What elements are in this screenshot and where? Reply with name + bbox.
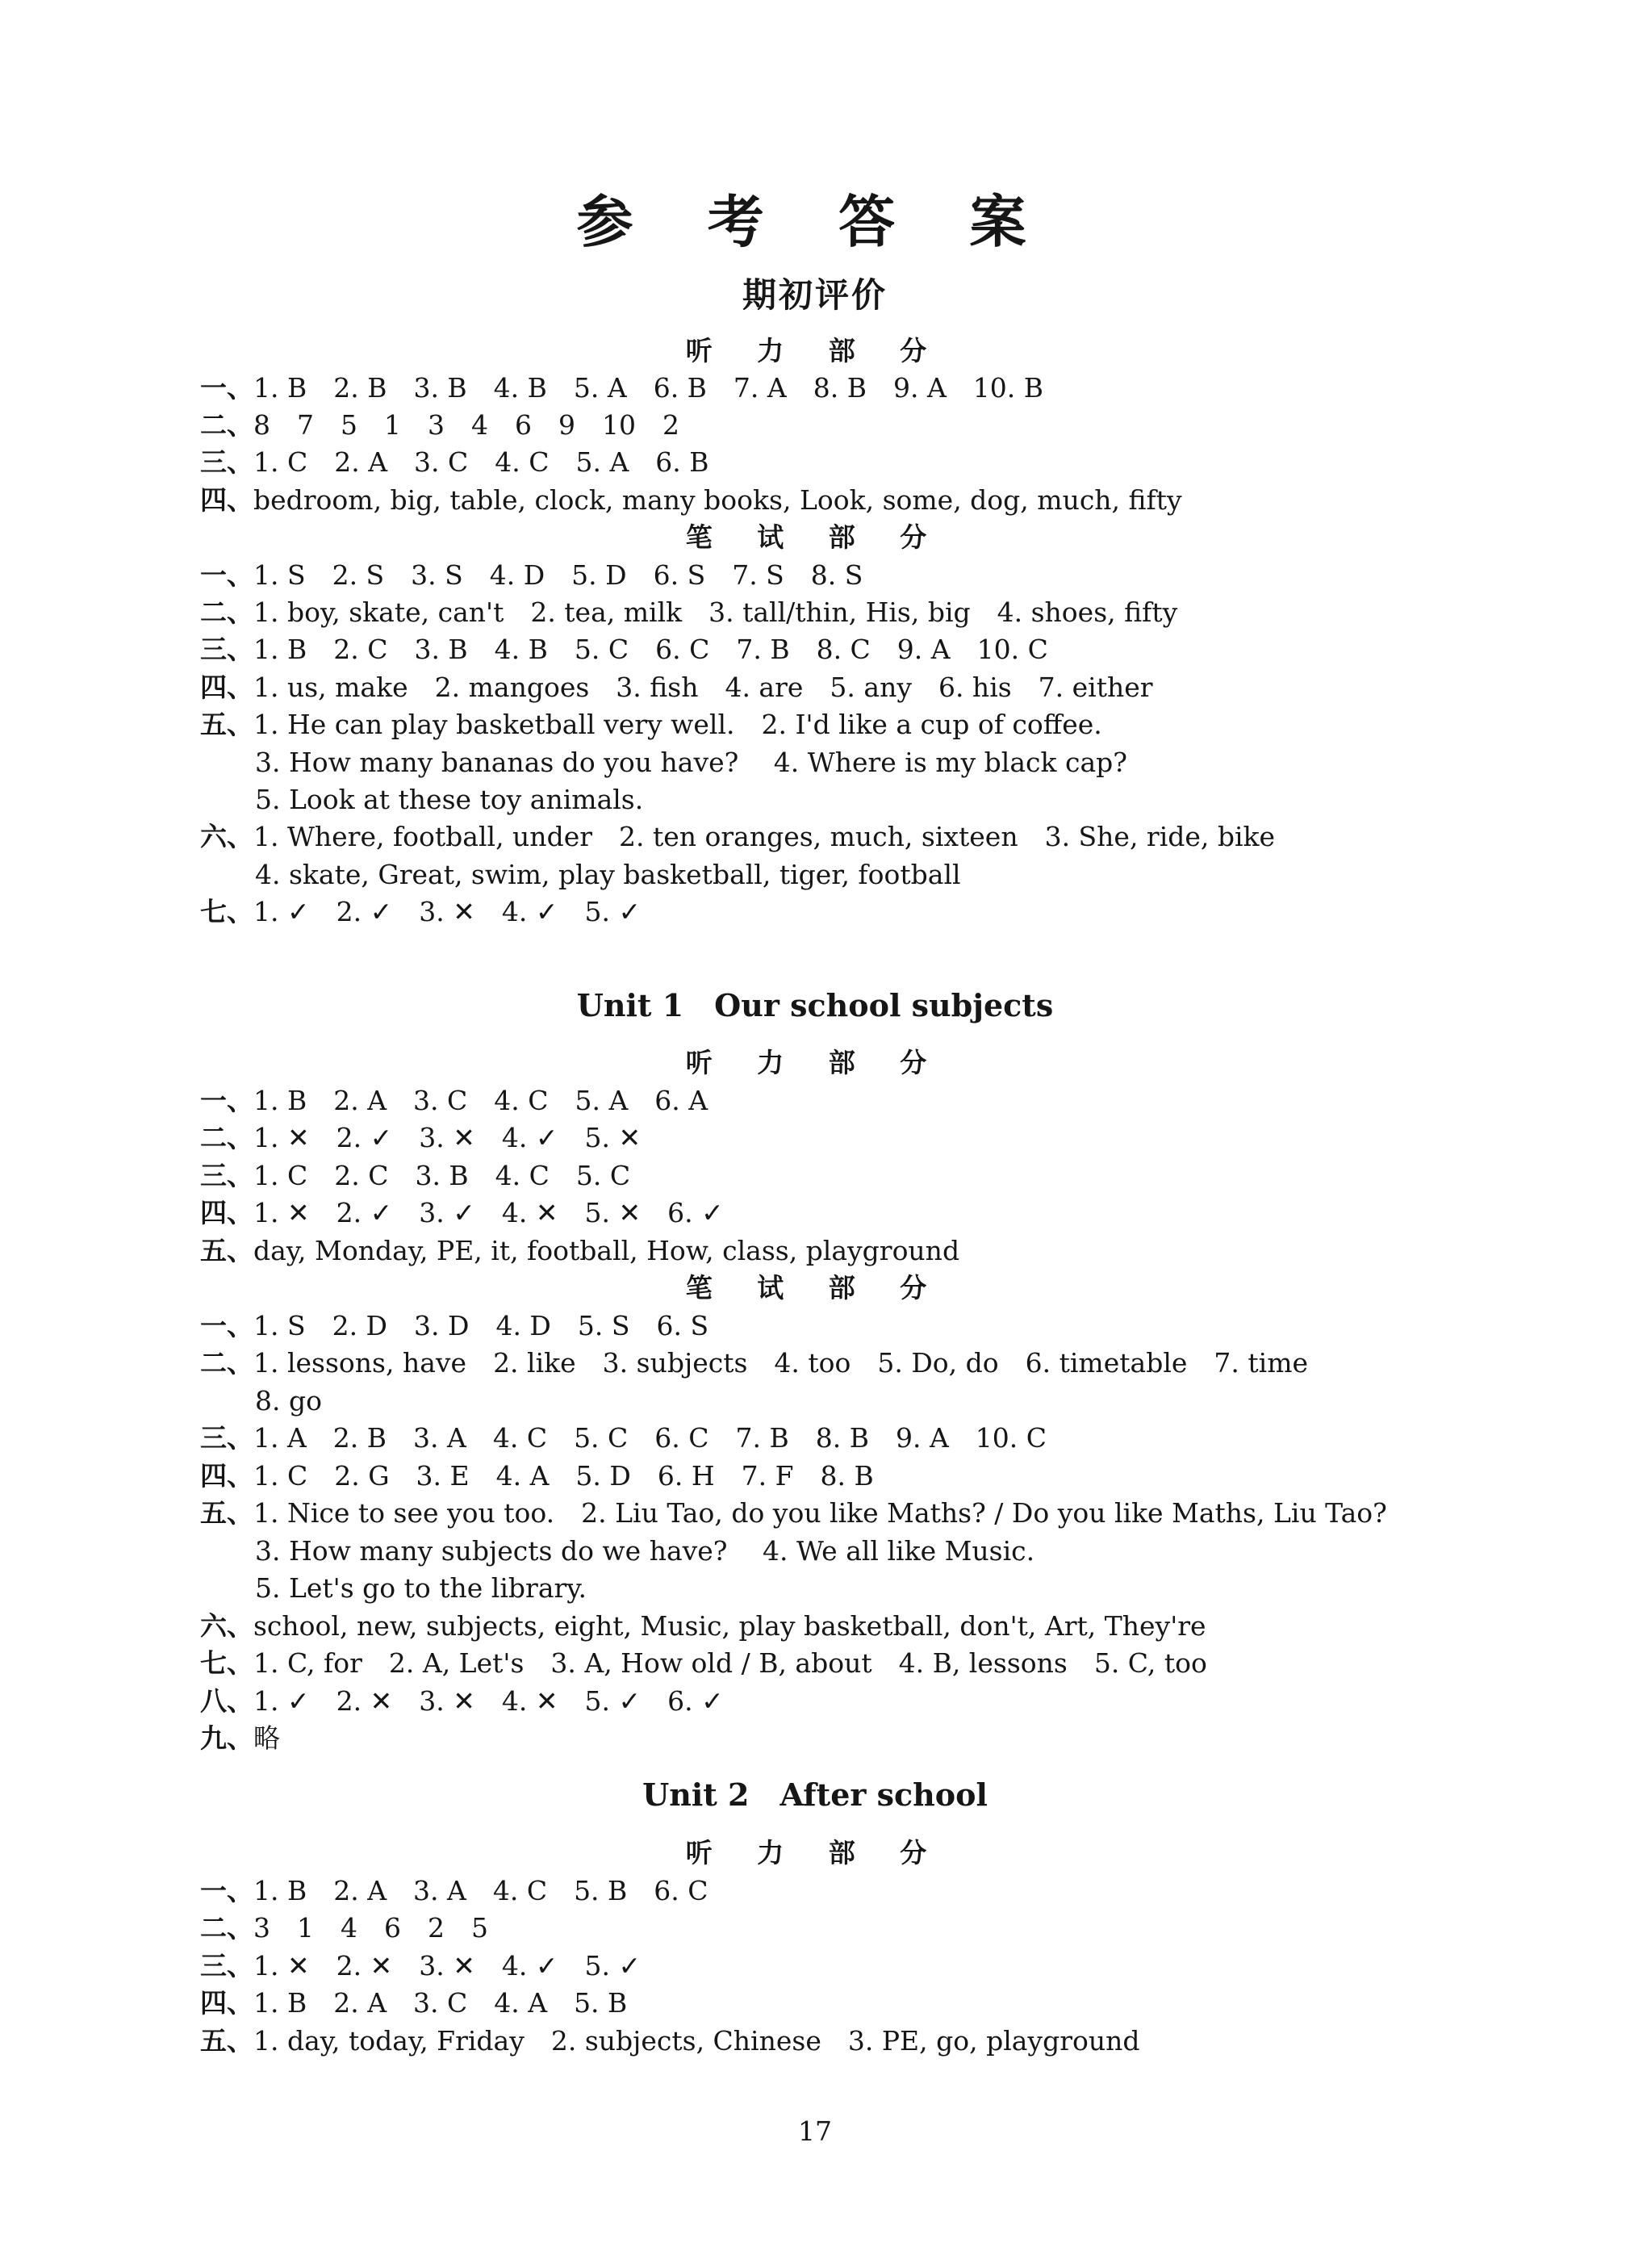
question-number: 一、 [200, 1875, 253, 1906]
answer-line [200, 818, 1493, 856]
question-number: 一、 [200, 372, 253, 404]
answer-line [200, 370, 1493, 407]
answer-text: 1. C 2. A 3. C 4. C 5. A 6. B [253, 446, 709, 478]
question-number: 四、 [200, 484, 253, 516]
page-number: 17 [798, 2115, 832, 2147]
answer-text: 1. ✕ 2. ✕ 3. ✕ 4. ✓ 5. ✓ [253, 1950, 642, 1981]
answer-text: 3. How many bananas do you have? 4. Where is my black cap? [255, 747, 1127, 778]
answer-text: 1. C 2. C 3. B 4. C 5. C [253, 1160, 631, 1191]
answer-text: 1. C 2. G 3. E 4. A 5. D 6. H 7. F 8. B [253, 1460, 874, 1492]
question-number: 四、 [200, 672, 253, 703]
answer-text: 1. boy, skate, can't 2. tea, milk 3. tall/thin, His, big 4. shoes, fifty [253, 596, 1178, 628]
answer-text: 1. ✓ 2. ✓ 3. ✕ 4. ✓ 5. ✓ [253, 896, 642, 927]
answer-line [200, 1985, 1493, 2022]
answer-line [200, 1195, 1493, 1232]
question-number: 七、 [200, 1647, 253, 1679]
question-number: 六、 [200, 821, 253, 852]
question-number: 四、 [200, 1197, 253, 1228]
answer-line [200, 482, 1493, 519]
answer-text: 1. Nice to see you too. 2. Liu Tao, do you like Maths? / Do you like Maths, Liu Tao? [253, 1497, 1387, 1529]
question-number: 二、 [200, 1122, 253, 1153]
answer-text: 3. How many subjects do we have? 4. We all like Music. [255, 1535, 1035, 1567]
answer-text: school, new, subjects, eight, Music, play basketball, don't, Art, They're [253, 1610, 1206, 1642]
answer-text: 1. He can play basketball very well. 2. I'd like a cup of coffee. [253, 709, 1102, 740]
question-number: 三、 [200, 1160, 253, 1191]
question-number: 四、 [200, 1987, 253, 2019]
answer-line [200, 1157, 1493, 1195]
answer-text: 略 [253, 1722, 280, 1754]
writing-heading: 笔 试 部 分 [685, 1272, 945, 1303]
question-number: 三、 [200, 1422, 253, 1454]
answer-text: 1. B 2. A 3. C 4. C 5. A 6. A [253, 1085, 708, 1116]
question-number: 一、 [200, 559, 253, 591]
answer-text: 1. ✕ 2. ✓ 3. ✓ 4. ✕ 5. ✕ 6. ✓ [253, 1197, 724, 1228]
answer-text: 1. S 2. D 3. D 4. D 5. S 6. S [253, 1310, 709, 1341]
question-number: 九、 [200, 1722, 253, 1754]
answer-line [255, 1570, 1493, 1607]
writing-heading: 笔 试 部 分 [685, 521, 945, 553]
listening-heading: 听 力 部 分 [685, 1047, 945, 1078]
answer-text: 5. Look at these toy animals. [255, 784, 644, 815]
answer-line [200, 1948, 1493, 1985]
answer-text: 1. C, for 2. A, Let's 3. A, How old / B, about 4. B, lessons 5. C, too [253, 1647, 1207, 1679]
answer-line [200, 706, 1493, 743]
answer-text: 1. B 2. B 3. B 4. B 5. A 6. B 7. A 8. B 9. A 10. B [253, 372, 1043, 404]
answer-line [200, 1345, 1493, 1382]
answer-line [200, 631, 1493, 668]
question-number: 五、 [200, 1235, 253, 1266]
listening-heading: 听 力 部 分 [685, 1837, 945, 1868]
answer-text: 8. go [255, 1385, 322, 1416]
question-number: 二、 [200, 596, 253, 628]
answer-line [255, 856, 1493, 893]
answer-line [200, 1910, 1493, 1947]
answer-line [255, 1533, 1493, 1570]
answer-line [255, 1383, 1493, 1420]
section-heading: 期初评价 [742, 275, 888, 315]
answer-text: 1. S 2. S 3. S 4. D 5. D 6. S 7. S 8. S [253, 559, 863, 591]
answer-line [200, 669, 1493, 706]
answer-line [200, 1645, 1493, 1682]
question-number: 六、 [200, 1610, 253, 1642]
listening-heading: 听 力 部 分 [685, 335, 945, 366]
question-number: 三、 [200, 446, 253, 478]
answer-text: bedroom, big, table, clock, many books, Look, some, dog, much, fifty [253, 484, 1182, 516]
question-number: 五、 [200, 1497, 253, 1529]
answer-text: 8 7 5 1 3 4 6 9 10 2 [253, 409, 679, 441]
answer-line [200, 1720, 1493, 1757]
answer-line [200, 407, 1493, 444]
answer-text: 1. Where, football, under 2. ten oranges, much, sixteen 3. She, ride, bike [253, 821, 1276, 852]
answer-line [255, 781, 1493, 818]
answer-line [200, 1683, 1493, 1720]
answer-text: 1. lessons, have 2. like 3. subjects 4. too 5. Do, do 6. timetable 7. time [253, 1347, 1309, 1379]
answer-text: 1. us, make 2. mangoes 3. fish 4. are 5. any 6. his 7. either [253, 672, 1153, 703]
answer-line [200, 1458, 1493, 1495]
answer-line [200, 1608, 1493, 1645]
answer-text: 1. ✕ 2. ✓ 3. ✕ 4. ✓ 5. ✕ [253, 1122, 642, 1153]
question-number: 二、 [200, 1347, 253, 1379]
answer-text: 1. A 2. B 3. A 4. C 5. C 6. C 7. B 8. B 9. A 10. C [253, 1422, 1047, 1454]
answer-text: 4. skate, Great, swim, play basketball, tiger, football [255, 859, 961, 890]
question-number: 一、 [200, 1310, 253, 1341]
answer-text: 1. B 2. A 3. C 4. A 5. B [253, 1987, 628, 2019]
answer-text: 1. day, today, Friday 2. subjects, Chinese 3. PE, go, playground [253, 2025, 1140, 2057]
question-number: 七、 [200, 896, 253, 927]
answer-line [255, 744, 1493, 781]
answer-line [200, 1119, 1493, 1157]
answer-text: 1. ✓ 2. ✕ 3. ✕ 4. ✕ 5. ✓ 6. ✓ [253, 1685, 724, 1717]
answer-line [200, 1495, 1493, 1532]
page-title: 参 考 答 案 [576, 188, 1054, 255]
question-number: 二、 [200, 1912, 253, 1944]
answer-text: 5. Let's go to the library. [255, 1572, 587, 1604]
answer-line [200, 1420, 1493, 1457]
answer-text: day, Monday, PE, it, football, How, class, playground [253, 1235, 960, 1266]
answer-text: 1. B 2. A 3. A 4. C 5. B 6. C [253, 1875, 708, 1906]
answer-text: 1. B 2. C 3. B 4. B 5. C 6. C 7. B 8. C 9. A 10. C [253, 634, 1048, 665]
answer-line [200, 1308, 1493, 1345]
answer-line [200, 444, 1493, 481]
answer-line [200, 1232, 1493, 1270]
answer-line [200, 557, 1493, 594]
question-number: 二、 [200, 409, 253, 441]
answer-line [200, 2023, 1493, 2060]
section-heading: Unit 2 After school [642, 1776, 988, 1813]
answer-line [200, 1873, 1493, 1910]
answer-line [200, 893, 1493, 931]
answer-line [200, 1082, 1493, 1119]
question-number: 五、 [200, 709, 253, 740]
question-number: 五、 [200, 2025, 253, 2057]
question-number: 三、 [200, 1950, 253, 1981]
question-number: 八、 [200, 1685, 253, 1717]
question-number: 三、 [200, 634, 253, 665]
answer-text: 3 1 4 6 2 5 [253, 1912, 488, 1944]
section-heading: Unit 1 Our school subjects [576, 987, 1054, 1023]
question-number: 四、 [200, 1460, 253, 1492]
question-number: 一、 [200, 1085, 253, 1116]
answer-line [200, 594, 1493, 631]
